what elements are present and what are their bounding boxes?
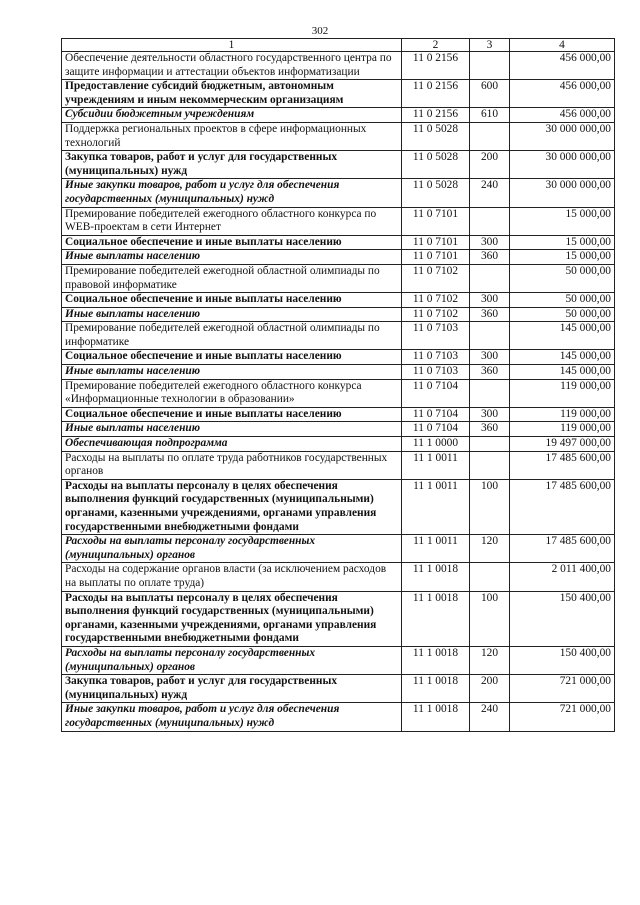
row-code-cell: 11 1 0018 [402, 591, 470, 646]
row-amount-cell: 50 000,00 [510, 293, 615, 308]
table-row [62, 307, 615, 322]
table-row [62, 80, 615, 108]
row-type-cell [470, 52, 510, 80]
row-type-cell [470, 322, 510, 350]
row-amount-cell: 15 000,00 [510, 207, 615, 235]
row-name-cell: Социальное обеспечение и иные выплаты населению [62, 235, 402, 250]
row-name-cell: Расходы на содержание органов власти (за исключением расходов на выплаты по оплате труда) [62, 563, 402, 591]
table-row [62, 322, 615, 350]
row-amount-cell: 150 400,00 [510, 591, 615, 646]
table-row [62, 451, 615, 479]
table-row [62, 535, 615, 563]
row-name-cell: Иные выплаты населению [62, 307, 402, 322]
row-code-cell: 11 1 0018 [402, 675, 470, 703]
table-row [62, 703, 615, 731]
budget-table [61, 38, 615, 732]
row-type-cell: 300 [470, 350, 510, 365]
table-row [62, 122, 615, 150]
row-type-cell [470, 207, 510, 235]
row-code-cell: 11 0 2156 [402, 108, 470, 123]
row-name-cell: Премирование победителей ежегодной областной олимпиады по правовой информатике [62, 264, 402, 292]
row-type-cell: 120 [470, 535, 510, 563]
row-name-cell: Иные выплаты населению [62, 365, 402, 380]
table-row [62, 646, 615, 674]
row-type-cell: 240 [470, 703, 510, 731]
row-name-cell: Обеспечение деятельности областного государственного центра по защите информации и аттестации объектов информатизации [62, 52, 402, 80]
row-amount-cell: 456 000,00 [510, 80, 615, 108]
row-amount-cell: 30 000 000,00 [510, 122, 615, 150]
table-row [62, 52, 615, 80]
row-amount-cell: 456 000,00 [510, 108, 615, 123]
row-code-cell: 11 1 0018 [402, 703, 470, 731]
row-amount-cell: 119 000,00 [510, 407, 615, 422]
row-amount-cell: 2 011 400,00 [510, 563, 615, 591]
row-type-cell: 200 [470, 675, 510, 703]
row-type-cell: 100 [470, 591, 510, 646]
row-type-cell: 120 [470, 646, 510, 674]
table-row [62, 108, 615, 123]
row-amount-cell: 721 000,00 [510, 703, 615, 731]
row-name-cell: Иные закупки товаров, работ и услуг для обеспечения государственных (муниципальных) нужд [62, 179, 402, 207]
row-type-cell [470, 451, 510, 479]
row-type-cell [470, 563, 510, 591]
row-amount-cell: 15 000,00 [510, 250, 615, 265]
row-name-cell: Иные закупки товаров, работ и услуг для обеспечения государственных (муниципальных) нужд [62, 703, 402, 731]
row-name-cell: Расходы на выплаты по оплате труда работников государственных органов [62, 451, 402, 479]
row-type-cell [470, 122, 510, 150]
row-name-cell: Расходы на выплаты персоналу государственных (муниципальных) органов [62, 535, 402, 563]
table-row [62, 250, 615, 265]
table-row [62, 264, 615, 292]
row-name-cell: Закупка товаров, работ и услуг для государственных (муниципальных) нужд [62, 675, 402, 703]
table-row [62, 437, 615, 452]
row-code-cell: 11 1 0011 [402, 479, 470, 534]
row-name-cell: Обеспечивающая подпрограмма [62, 437, 402, 452]
row-code-cell: 11 0 2156 [402, 52, 470, 80]
row-code-cell: 11 0 7103 [402, 365, 470, 380]
row-code-cell: 11 0 7101 [402, 207, 470, 235]
column-header-4: 4 [510, 39, 615, 52]
row-code-cell: 11 0 5028 [402, 151, 470, 179]
row-amount-cell: 19 497 000,00 [510, 437, 615, 452]
row-amount-cell: 150 400,00 [510, 646, 615, 674]
row-name-cell: Социальное обеспечение и иные выплаты населению [62, 293, 402, 308]
row-type-cell: 360 [470, 422, 510, 437]
row-amount-cell: 15 000,00 [510, 235, 615, 250]
row-amount-cell: 17 485 600,00 [510, 451, 615, 479]
row-code-cell: 11 0 7104 [402, 379, 470, 407]
table-row [62, 422, 615, 437]
table-row [62, 407, 615, 422]
row-name-cell: Социальное обеспечение и иные выплаты населению [62, 350, 402, 365]
table-row [62, 350, 615, 365]
column-header-2: 2 [402, 39, 470, 52]
table-row [62, 151, 615, 179]
row-name-cell: Расходы на выплаты персоналу государственных (муниципальных) органов [62, 646, 402, 674]
table-row [62, 563, 615, 591]
table-row [62, 675, 615, 703]
row-amount-cell: 17 485 600,00 [510, 479, 615, 534]
row-type-cell: 360 [470, 307, 510, 322]
table-row [62, 379, 615, 407]
row-code-cell: 11 0 7104 [402, 422, 470, 437]
row-code-cell: 11 0 5028 [402, 122, 470, 150]
row-code-cell: 11 0 7101 [402, 250, 470, 265]
row-amount-cell: 145 000,00 [510, 322, 615, 350]
row-amount-cell: 30 000 000,00 [510, 179, 615, 207]
row-code-cell: 11 0 7101 [402, 235, 470, 250]
row-code-cell: 11 0 5028 [402, 179, 470, 207]
row-name-cell: Премирование победителей ежегодной областной олимпиады по информатике [62, 322, 402, 350]
row-code-cell: 11 1 0000 [402, 437, 470, 452]
row-type-cell: 200 [470, 151, 510, 179]
row-code-cell: 11 0 7102 [402, 307, 470, 322]
row-amount-cell: 50 000,00 [510, 307, 615, 322]
row-amount-cell: 50 000,00 [510, 264, 615, 292]
row-name-cell: Иные выплаты населению [62, 250, 402, 265]
row-code-cell: 11 0 7103 [402, 350, 470, 365]
row-amount-cell: 119 000,00 [510, 422, 615, 437]
row-type-cell: 600 [470, 80, 510, 108]
row-code-cell: 11 0 2156 [402, 80, 470, 108]
row-code-cell: 11 0 7102 [402, 264, 470, 292]
row-type-cell [470, 437, 510, 452]
row-amount-cell: 17 485 600,00 [510, 535, 615, 563]
row-name-cell: Иные выплаты населению [62, 422, 402, 437]
page-number: 302 [311, 25, 329, 37]
row-amount-cell: 119 000,00 [510, 379, 615, 407]
row-type-cell: 240 [470, 179, 510, 207]
row-amount-cell: 721 000,00 [510, 675, 615, 703]
row-amount-cell: 145 000,00 [510, 365, 615, 380]
row-name-cell: Субсидии бюджетным учреждениям [62, 108, 402, 123]
table-row [62, 293, 615, 308]
row-name-cell: Предоставление субсидий бюджетным, автономным учреждениям и иным некоммерческим организациям [62, 80, 402, 108]
row-code-cell: 11 1 0011 [402, 535, 470, 563]
row-code-cell: 11 0 7102 [402, 293, 470, 308]
table-row [62, 365, 615, 380]
row-name-cell: Социальное обеспечение и иные выплаты населению [62, 407, 402, 422]
row-type-cell: 300 [470, 235, 510, 250]
row-name-cell: Премирование победителей ежегодного областного конкурса «Информационные технологии в образовании» [62, 379, 402, 407]
row-type-cell: 360 [470, 365, 510, 380]
row-amount-cell: 456 000,00 [510, 52, 615, 80]
row-type-cell: 100 [470, 479, 510, 534]
table-row [62, 479, 615, 534]
row-name-cell: Поддержка региональных проектов в сфере информационных технологий [62, 122, 402, 150]
table-row [62, 591, 615, 646]
row-type-cell [470, 264, 510, 292]
row-type-cell: 300 [470, 407, 510, 422]
row-type-cell: 610 [470, 108, 510, 123]
row-amount-cell: 145 000,00 [510, 350, 615, 365]
row-type-cell: 360 [470, 250, 510, 265]
header-row [62, 39, 615, 52]
row-type-cell [470, 379, 510, 407]
row-name-cell: Премирование победителей ежегодного областного конкурса по WEB-проектам в сети Интернет [62, 207, 402, 235]
column-header-3: 3 [470, 39, 510, 52]
row-code-cell: 11 0 7103 [402, 322, 470, 350]
row-code-cell: 11 1 0018 [402, 646, 470, 674]
table-row [62, 179, 615, 207]
row-name-cell: Расходы на выплаты персоналу в целях обеспечения выполнения функций государственных (муниципальными) органами, казенными учреждениями, органами управления государственными внебюджетными фондами [62, 591, 402, 646]
row-name-cell: Расходы на выплаты персоналу в целях обеспечения выполнения функций государственных (муниципальными) органами, казенными учреждениями, органами управления государственными внебюджетными фондами [62, 479, 402, 534]
row-code-cell: 11 1 0011 [402, 451, 470, 479]
column-header-1: 1 [62, 39, 402, 52]
row-type-cell: 300 [470, 293, 510, 308]
row-name-cell: Закупка товаров, работ и услуг для государственных (муниципальных) нужд [62, 151, 402, 179]
row-amount-cell: 30 000 000,00 [510, 151, 615, 179]
row-code-cell: 11 1 0018 [402, 563, 470, 591]
row-code-cell: 11 0 7104 [402, 407, 470, 422]
table-row [62, 235, 615, 250]
table-row [62, 207, 615, 235]
